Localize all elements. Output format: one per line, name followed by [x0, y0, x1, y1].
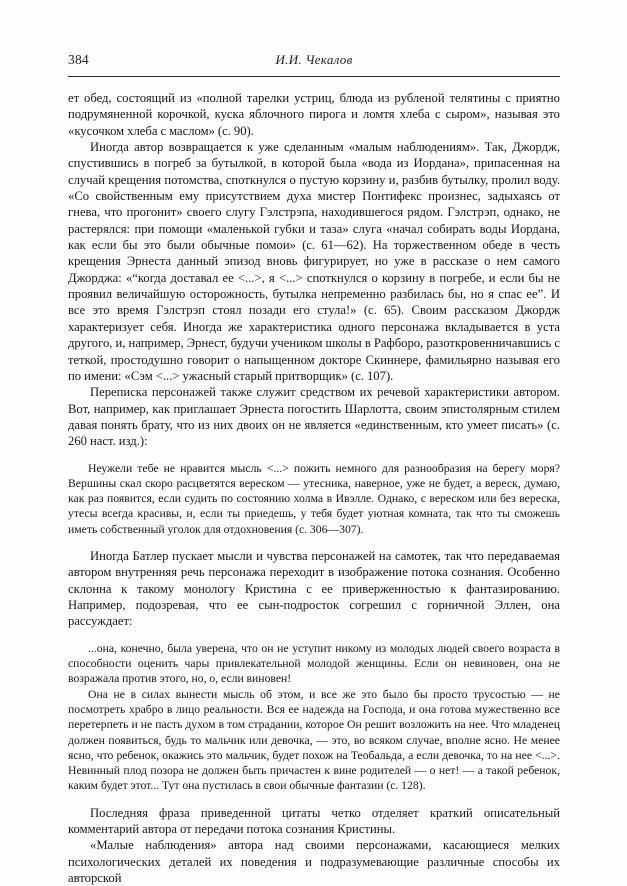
- body-text: [68, 90, 560, 886]
- running-head-title: И.И. Чекалов: [275, 52, 353, 67]
- quote-spacer: [68, 450, 560, 461]
- blockquote-paragraph: ...она, конечно, была уверена, что он не уступит никому из молодых людей своего возраста в способности оценить чары привлекательной молодой женщины. Если он невиновен, она не возражала против этого, но, о, если виновен!: [68, 641, 560, 686]
- body-paragraph: «Малые наблюдения» автора над своими персонажами, касающиеся мелких психологических деталей их поведения и подразумевающие различные способы их авторской: [68, 838, 560, 886]
- page-number: 384: [68, 52, 89, 67]
- quote-spacer: [68, 630, 560, 641]
- header-rule: [68, 76, 560, 77]
- body-paragraph: Иногда автор возвращается к уже сделанным «малым наблюдениям». Так, Джордж, спустившись в погреб за бутылкой, в которой была «вода из Иордана», припасенная на случай крещения потомства, споткнулся о пустую корзину и, разбив бутылку, пролил воду. «Со свойственным ему присутствием духа мистер Понтифекс произнес, задыхаясь от гнева, что прогонит» своего слугу Гэлстрэпа, находившегося рядом. Гэлстрэп, однако, не растерялся: при помощи «маленькой губки и таза» слуга «начал собирать воды Иордана, как если бы это были обычные помои» (с. 61—62). На торжественном обеде в честь крещения Эрнеста данный эпизод вновь фигурирует, но уже в рассказе о нем самого Джорджа: «“когда доставал ее <...>, я <...> споткнулся о корзину в погребе, и если бы не проявил величайшую осторожность, бутылка непременно разбилась бы, но я спас ее”. И все это время Гэлстрэп стоял позади его стула!» (с. 65). Своим рассказом Джордж характеризует себя. Иногда же характеристика одного персонажа вкладывается в уста другого, и, например, Эрнест, будучи учеником школы в Рафборо, разоткровенничавшись с теткой, простодушно говорит о напыщенном докторе Скиннере, фамильярно называя его по имени: «Сэм <...> ужасный старый притворщик» (с. 107).: [68, 140, 560, 383]
- body-paragraph: Последняя фраза приведенной цитаты четко отделяет краткий описательный комментарий автора от передачи потока сознания Кристины.: [68, 805, 560, 837]
- quote-spacer: [68, 794, 560, 805]
- body-paragraph: Иногда Батлер пускает мысли и чувства персонажей на самотек, так что передаваемая автором внутренняя речь персонажа переходит в изображение потока сознания. Особенно склонна к такому монологу Кристина с ее приверженностью к фантазированию. Например, подозревая, что ее сын-подросток согрешил с горничной Эллен, она рассуждает:: [68, 549, 560, 629]
- blockquote-paragraph: Неужели тебе не нравится мысль <...> пожить немного для разнообразия на берегу моря? Вершины скал скоро расцветятся вереском — утесника, наверное, уже не будет, а вереск, думаю, как раз появится, если судить по состоянию холма в Ивэлле. Однако, с вереском или без вереска, утесы всегда красивы, и, если ты приедешь, у тебя будет уютная комната, так что ты сможешь иметь собственный уголок для отдохновения (с. 306—307).: [68, 461, 560, 536]
- quote-spacer: [68, 537, 560, 548]
- running-head: [68, 52, 560, 74]
- body-paragraph: ет обед, состоящий из «полной тарелки устриц, блюда из рубленой телятины с приятно подрумяненной корочкой, куска яблочного пирога и ломтя хлеба с сыром», называя это «кусочком хлеба с маслом» (с. 90).: [68, 91, 560, 138]
- blockquote-paragraph: Она не в силах вынести мысль об этом, и все же это было бы просто трусостью — не посмотреть храбро в лицо реальности. Вся ее надежда на Господа, и она готова мужественно все перетерпеть и не пасть духом в том страдании, которое Он решит возложить на нее. Что младенец должен появиться, будь то мальчик или девочка, — это, во всяком случае, вполне ясно. Не менее ясно, что ребенок, окажись это мальчик, будет похож на Теобальда, а если девочка, то на нее <...>. Невинный плод позора не должен быть причастен к вине родителей — о нет! — а такой ребенок, каким будет этот... Тут она пустилась в свои обычные фантазии (с. 128).: [68, 687, 560, 793]
- body-paragraph: Переписка персонажей также служит средством их речевой характеристики автором. Вот, например, как приглашает Эрнеста погостить Шарлотта, своим эпистолярным стилем давая понять брату, что из них двоих он не является «единственным, кто умеет писать» (с. 260 наст. изд.):: [68, 385, 560, 449]
